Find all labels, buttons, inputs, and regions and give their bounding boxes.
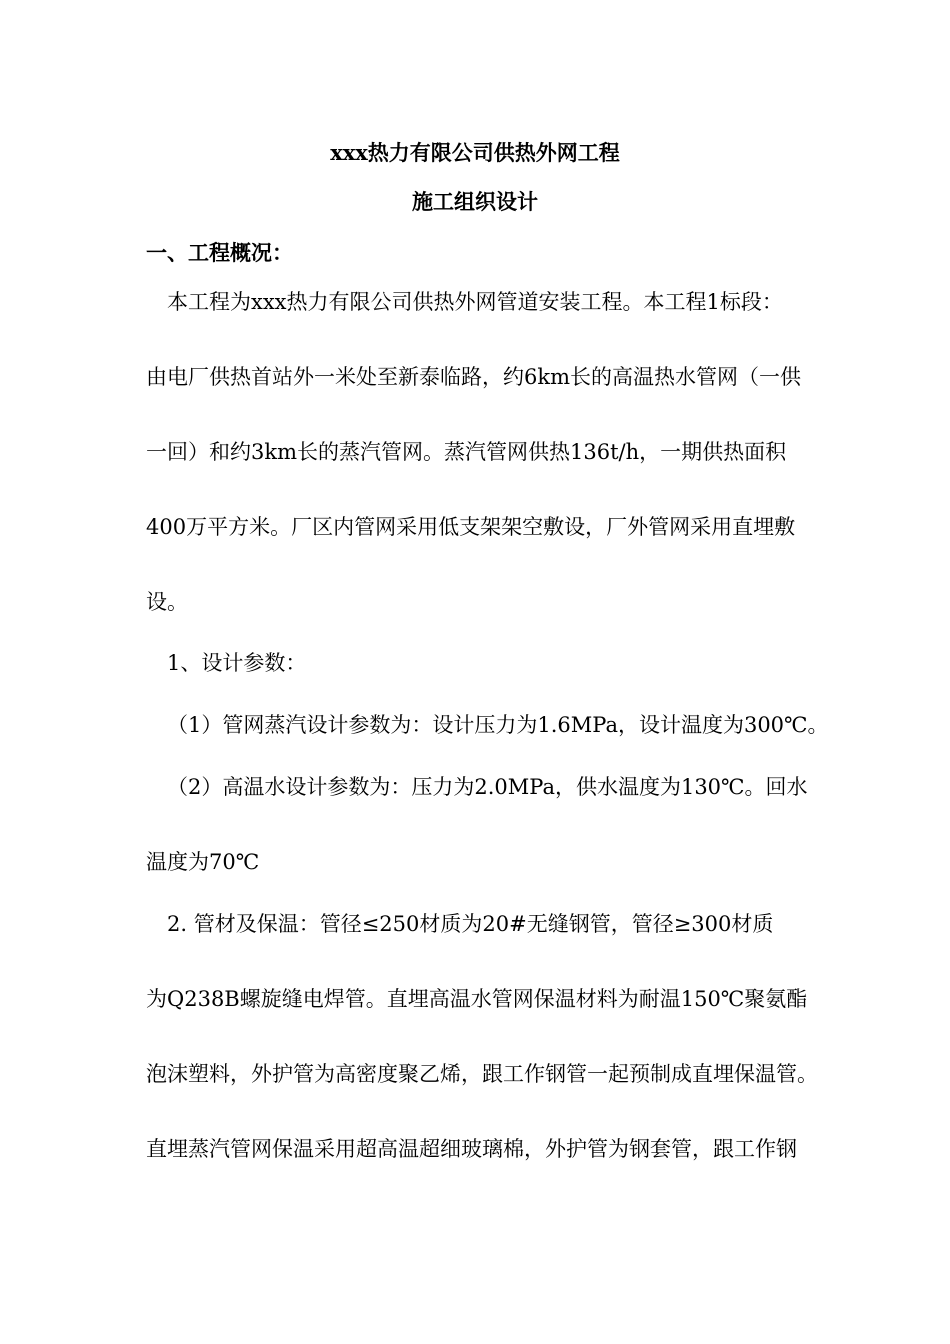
list-item: （1）管网蒸汽设计参数为：设计压力为1.6MPa，设计温度为300℃。 (167, 713, 829, 737)
section-heading-overview: 一、工程概况： (146, 240, 293, 265)
paragraph-line: 泡沫塑料，外护管为高密度聚乙烯，跟工作钢管一起预制成直埋保温管。 (146, 1062, 818, 1086)
paragraph-line: 直埋蒸汽管网保温采用超高温超细玻璃棉，外护管为钢套管，跟工作钢 (146, 1137, 797, 1161)
paragraph-line: 由电厂供热首站外一米处至新泰临路，约6km长的高温热水管网（一供 (146, 365, 801, 389)
paragraph-line: 2. 管材及保温：管径≤250材质为20#无缝钢管，管径≥300材质 (167, 912, 774, 936)
document-title: xxx热力有限公司供热外网工程 (330, 140, 620, 165)
paragraph-line: 设。 (146, 590, 188, 614)
paragraph-line: 为Q238B螺旋缝电焊管。直埋高温水管网保温材料为耐温150℃聚氨酯 (146, 987, 808, 1011)
paragraph-line: 一回）和约3km长的蒸汽管网。蒸汽管网供热136t/h，一期供热面积 (146, 440, 787, 464)
paragraph-line: 本工程为xxx热力有限公司供热外网管道安装工程。本工程1标段： (167, 290, 783, 314)
list-item: （2）高温水设计参数为：压力为2.0MPa，供水温度为130℃。回水 (167, 775, 808, 799)
subsection-heading-design-params: 1、设计参数： (167, 651, 307, 675)
list-item: 温度为70℃ (146, 850, 260, 874)
document-subtitle: 施工组织设计 (412, 189, 538, 214)
paragraph-line: 400万平方米。厂区内管网采用低支架架空敷设，厂外管网采用直埋敷 (146, 515, 796, 539)
